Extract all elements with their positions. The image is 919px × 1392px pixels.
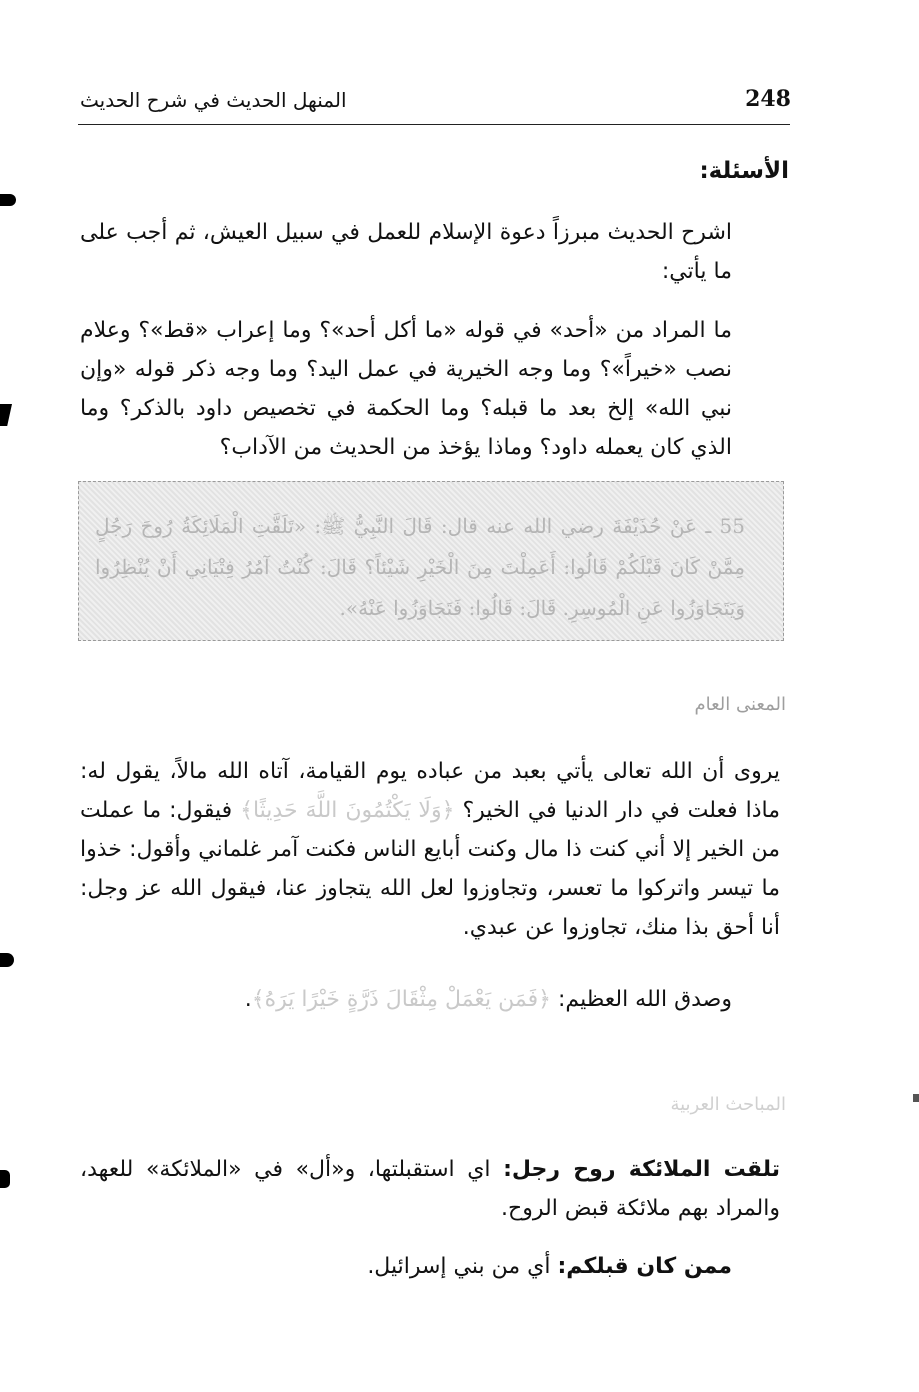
question-paragraph-2: ما المراد من «أحد» في قوله «ما أكل أحد»؟ وما إعراب «قط»؟ وعلام نصب «خيراً»؟ وما وجه الخيرية في عمل اليد؟ وما وجه ذكر قوله «وإن نبي الله» إلخ بعد ما قبله؟ وما الحكمة في تخصيص داود بالذكر؟ وما الذي كان يعمله داود؟ وماذا يؤخذ من الحديث من الآداب؟: [80, 318, 732, 460]
question-paragraph-1: اشرح الحديث مبرزاً دعوة الإسلام للعمل في سبيل العيش، ثم أجب على ما يأتي:: [80, 220, 732, 284]
analysis-term-1: تلقت الملائكة روح رجل:: [503, 1157, 780, 1182]
analysis-explanation-2: أي من بني إسرائيل.: [367, 1254, 551, 1279]
closing-period: .: [244, 987, 252, 1012]
running-header-title: المنهل الحديث في شرح الحديث: [80, 88, 347, 112]
closing-verse-paragraph: [80, 980, 732, 1019]
meaning-text-part-2: فيقول: ما عملت من الخير إلا أني كنت ذا مال وكنت أبايع الناس فكنت آمر غلماني وأقول: خذوا ما تيسر واتركوا ما تعسر، وتجاوزوا لعل الله يتجاوز عنا، فيقول الله عز وجل: أنا أحق بذا منك، تجاوزوا عن عبدي.: [80, 798, 780, 940]
general-meaning-paragraph: [80, 752, 780, 947]
analysis-entry-1: [80, 1150, 780, 1228]
analysis-entry-2: [132, 1247, 732, 1286]
questions-heading: الأسئلة:: [699, 158, 789, 184]
analysis-term-2: ممن كان قبلكم:: [557, 1254, 732, 1279]
closing-label: وصدق الله العظيم:: [558, 987, 732, 1012]
margin-mark: [0, 194, 16, 206]
meaning-text-part-1: يروى أن الله تعالى يأتي بعبد من عباده يوم القيامة، آتاه الله مالاً، يقول له: ماذا فعلت في دار الدنيا في الخير؟: [80, 759, 780, 823]
analysis-heading: المباحث العربية: [670, 1094, 786, 1115]
hadith-text: 55 ـ عَنْ حُذَيْفَةَ رضي الله عنه قال: قَالَ النَّبِيُّ ﷺ: «تَلَقَّتِ الْمَلَائِكَةُ رُوحَ رَجُلٍ مِمَّنْ كَانَ قَبْلَكُمْ قَالُوا: أَعَمِلْتَ مِنَ الْخَيْرِ شَيْئاً؟ قَالَ: كُنْتُ آمُرُ فِتْيَانِي أَنْ يُنْظِرُوا وَيَتَجَاوَزُوا عَنِ الْمُوسِرِ. قَالَ: قَالُوا: فَتَجَاوَزُوا عَنْهُ».: [95, 514, 745, 620]
general-meaning-heading: المعنى العام: [694, 694, 786, 715]
page-number: 248: [745, 86, 791, 112]
margin-mark: [0, 404, 12, 426]
margin-mark: [913, 1094, 919, 1102]
quran-verse-inline: ﴿وَلَا يَكْتُمُونَ اللَّهَ حَدِيثًا﴾: [240, 798, 455, 823]
margin-mark: [0, 953, 14, 967]
header-rule: [78, 124, 790, 125]
closing-quran-verse: ﴿فَمَن يَعْمَلْ مِثْقَالَ ذَرَّةٍ خَيْرًا يَرَهُ﴾: [251, 987, 552, 1012]
analysis-explanation-1: اي استقبلتها، و«أل» في «الملائكة» للعهد، والمراد بهم ملائكة قبض الروح.: [80, 1157, 780, 1221]
margin-mark: [0, 1170, 10, 1188]
